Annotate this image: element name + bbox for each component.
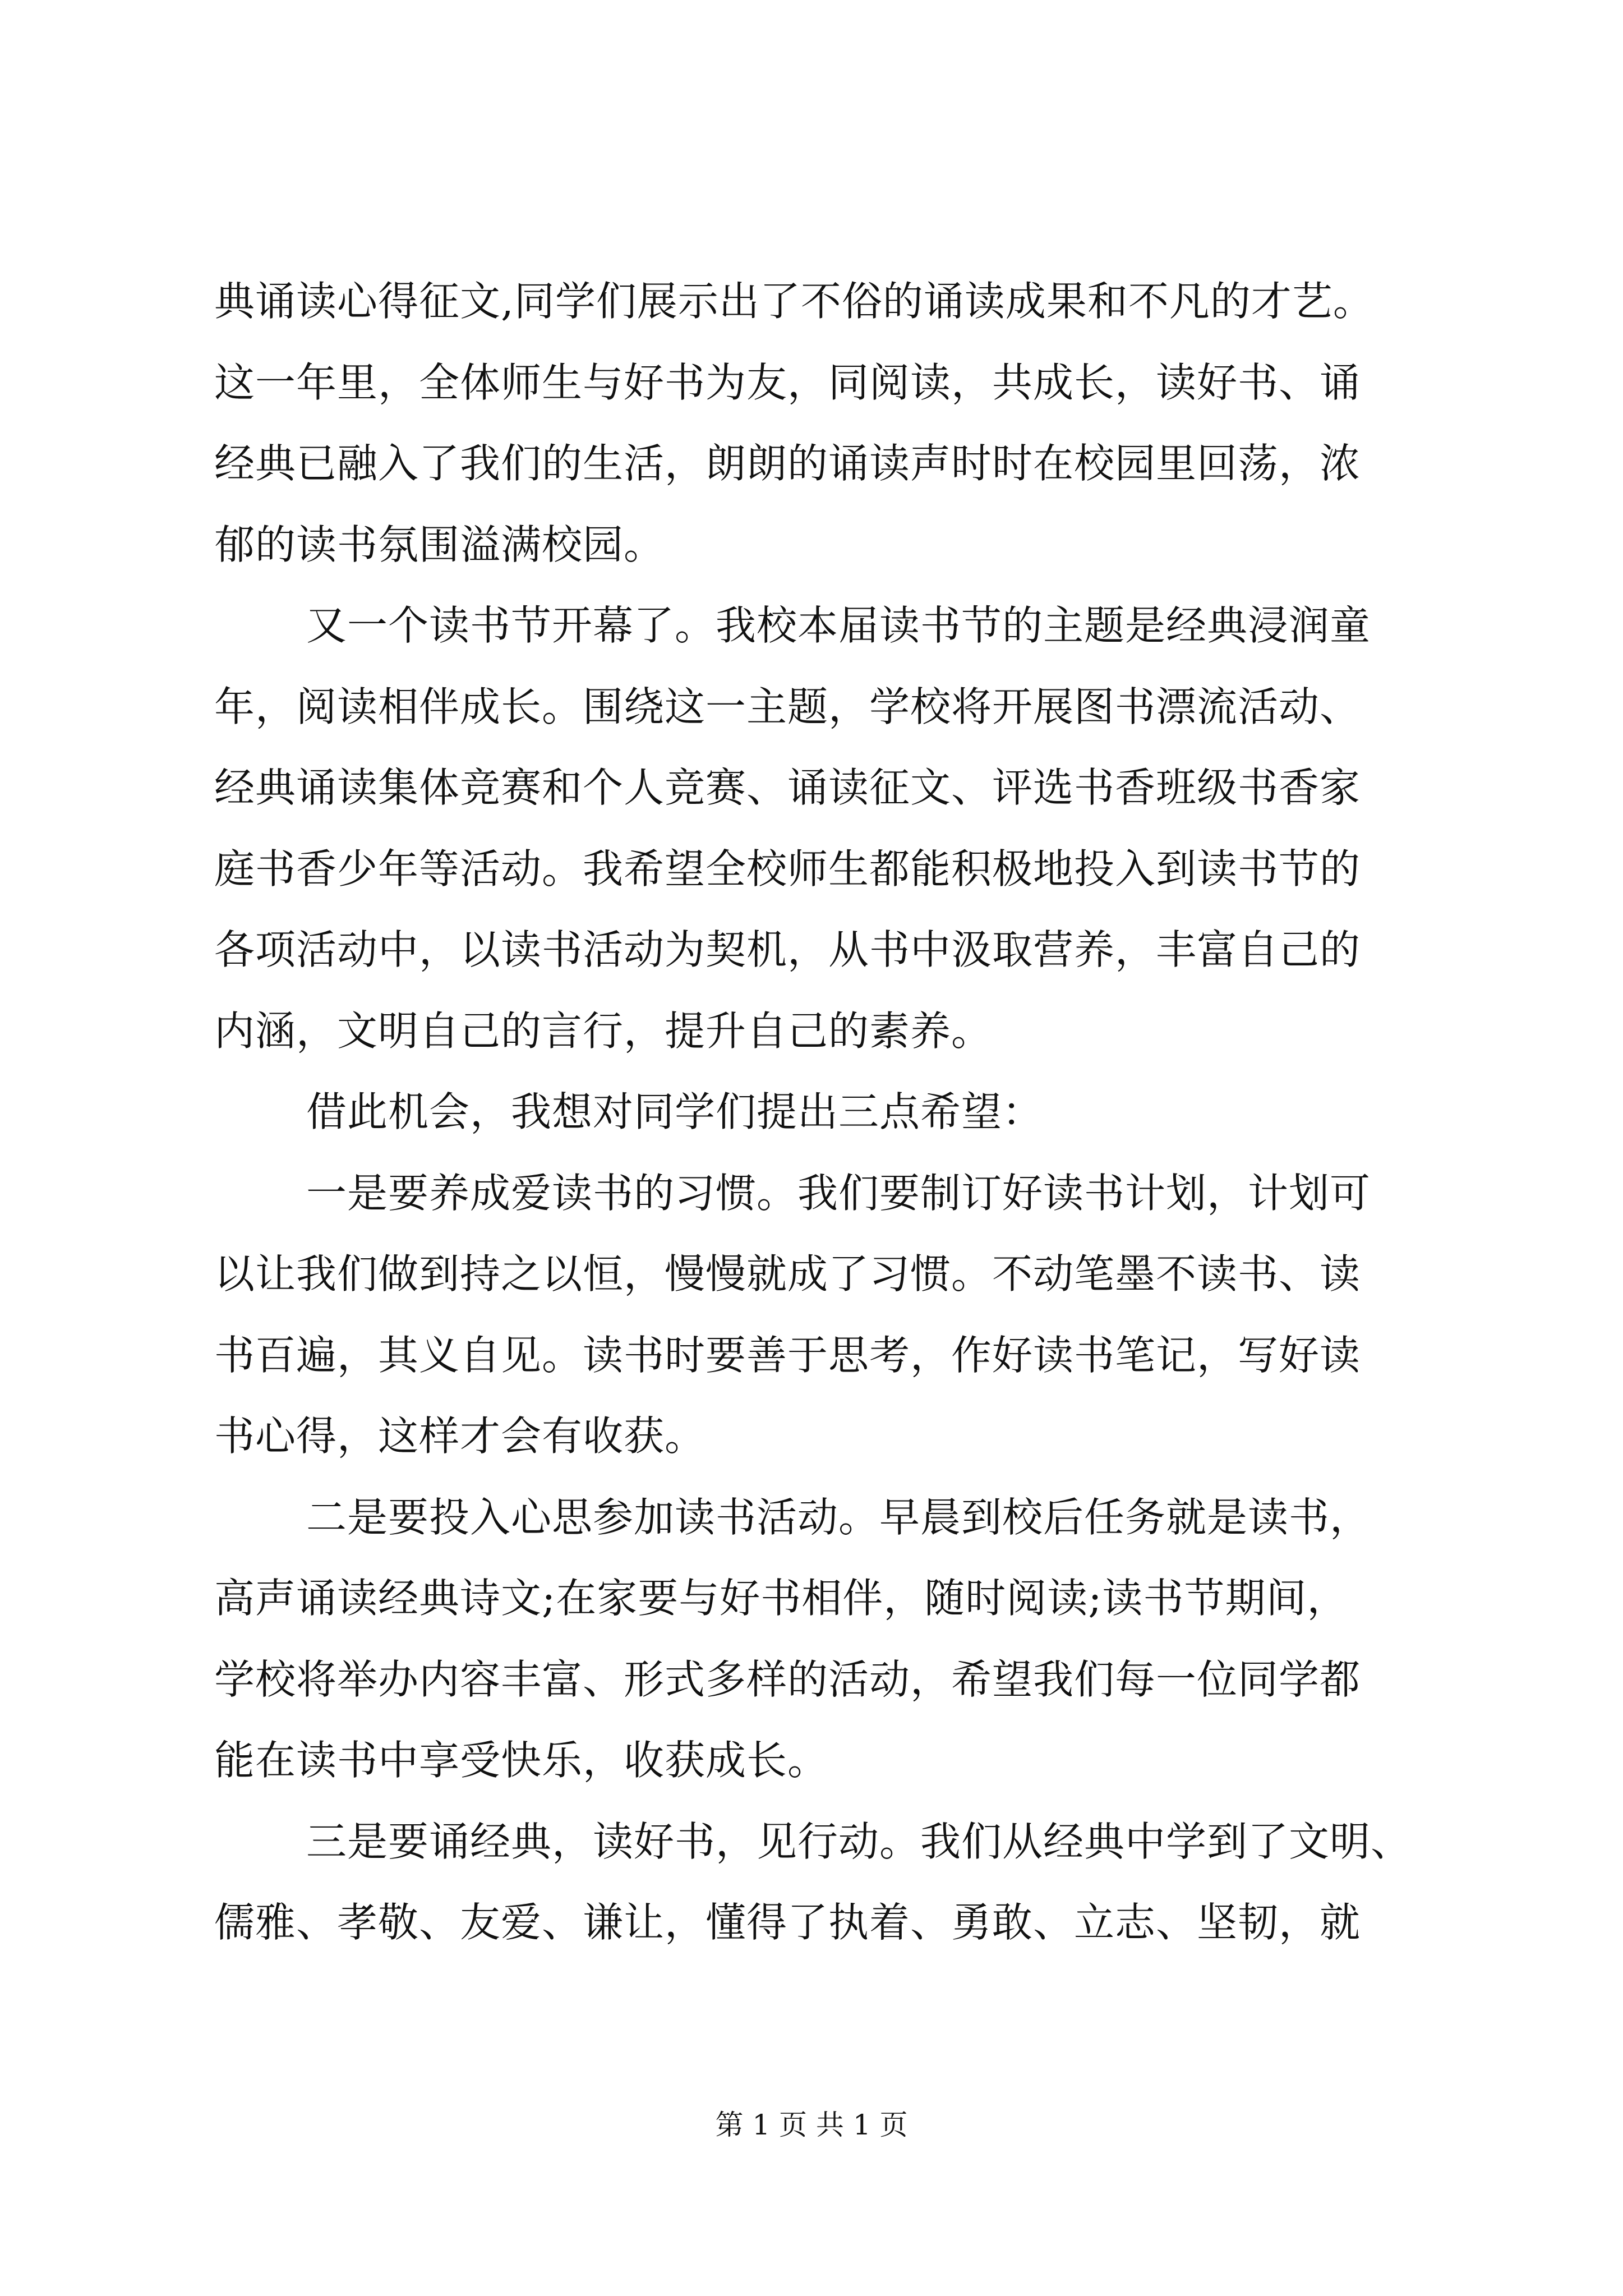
document-body (214, 261, 1465, 1963)
text-line: 儒雅、孝敬、友爱、谦让，懂得了执着、勇敢、立志、坚韧，就 (214, 1899, 1361, 1946)
text-line: 二是要投入心思参加读书活动。早晨到校后任务就是读书， (306, 1493, 1371, 1541)
text-line: 这一年里，全体师生与好书为友，同阅读，共成长，读好书、诵 (214, 358, 1361, 406)
text-line: 经典诵读集体竞赛和个人竞赛、诵读征文、评选书香班级书香家 (214, 764, 1361, 811)
text-line: 书心得，这样才会有收获。 (214, 1412, 706, 1460)
page-footer: 第 1 页 共 1 页 (715, 2109, 908, 2141)
text-line: 庭书香少年等活动。我希望全校师生都能积极地投入到读书节的 (214, 845, 1361, 892)
text-line: 内涵，文明自己的言行，提升自己的素养。 (214, 1007, 993, 1055)
text-line: 学校将举办内容丰富、形式多样的活动，希望我们每一位同学都 (214, 1655, 1361, 1703)
text-line: 典诵读心得征文,同学们展示出了不俗的诵读成果和不凡的才艺。 (214, 278, 1374, 325)
text-line: 高声诵读经典诗文;在家要与好书相伴，随时阅读;读书节期间， (214, 1575, 1348, 1622)
text-line: 各项活动中，以读书活动为契机，从书中汲取营养，丰富自己的 (214, 926, 1361, 973)
text-line: 经典已融入了我们的生活，朗朗的诵读声时时在校园里回荡，浓 (214, 440, 1361, 487)
text-line: 能在读书中享受快乐，收获成长。 (214, 1737, 829, 1784)
text-line: 年，阅读相伴成长。围绕这一主题，学校将开展图书漂流活动、 (214, 683, 1361, 730)
text-line: 书百遍，其义自见。读书时要善于思考，作好读书笔记，写好读 (214, 1331, 1361, 1379)
text-line: 一是要养成爱读书的习惯。我们要制订好读书计划，计划可 (306, 1169, 1371, 1217)
text-line: 借此机会，我想对同学们提出三点希望： (306, 1088, 1044, 1135)
text-line: 三是要诵经典，读好书，见行动。我们从经典中学到了文明、 (306, 1818, 1412, 1865)
text-line: 又一个读书节开幕了。我校本届读书节的主题是经典浸润童 (306, 602, 1371, 649)
text-line: 以让我们做到持之以恒，慢慢就成了习惯。不动笔墨不读书、读 (214, 1250, 1361, 1297)
text-line: 郁的读书氛围溢满校园。 (214, 521, 665, 568)
